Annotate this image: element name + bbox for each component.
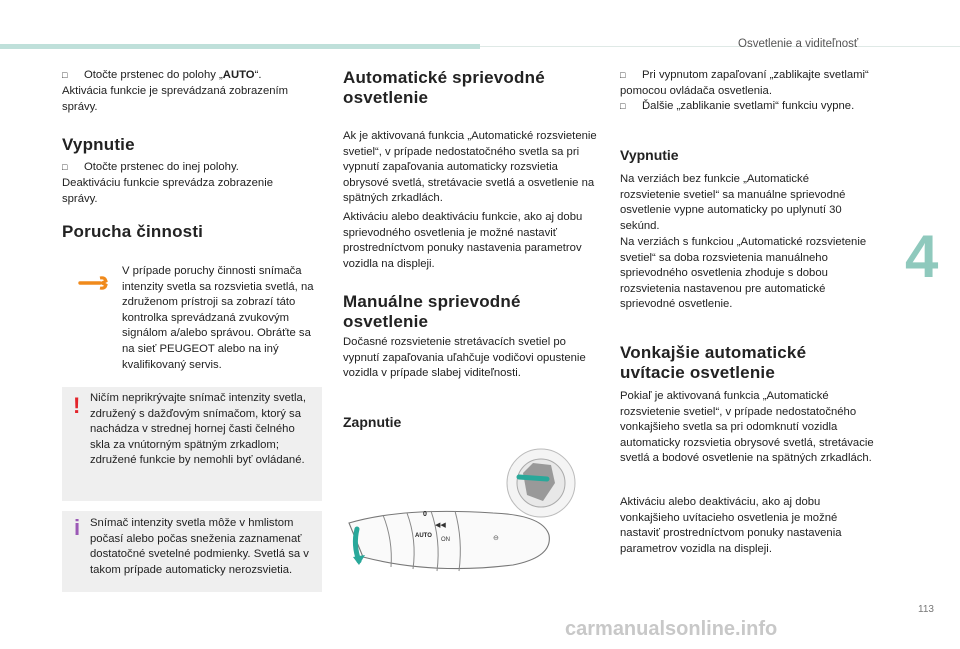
header-rule xyxy=(480,46,960,47)
vypnutie-heading: Vypnutie xyxy=(62,135,135,154)
auto-text-1: Ak je aktivovaná funkcia „Automatické rozsvietenie svetiel“, v prípade nedostatočného svetla sa pri vypnutí zapaľovania automaticky rozsvietia obrysové svetlá, stretávacie svetlá a osvetlenie na spätných zrkadlách. xyxy=(343,130,597,205)
chapter-number: 4 xyxy=(905,223,939,290)
stalk-drawing xyxy=(343,445,598,595)
warning-icon: ! xyxy=(73,393,81,418)
manual-heading: Manuálne sprievodné osvetlenie xyxy=(343,292,521,331)
svg-text:◀◀: ◀◀ xyxy=(435,522,446,529)
bullet-icon: □ xyxy=(620,101,626,111)
svg-text:⊖: ⊖ xyxy=(493,535,499,542)
zapnutie-heading: Zapnutie xyxy=(343,414,402,430)
info-box xyxy=(62,511,322,592)
info-icon: i xyxy=(74,515,81,540)
intro-text: Aktivácia funkcie je sprevádzaná zobrazením správy. xyxy=(62,85,289,113)
porucha-heading: Porucha činnosti xyxy=(62,222,204,241)
watermark: carmanualsonline.info xyxy=(565,618,778,640)
bullet-icon: □ xyxy=(62,70,68,80)
col3-vypnutie-text-1: Na verziách bez funkcie „Automatické rozsvietenie svetiel“ sa manuálne sprievodné osvetlenie vypne automaticky po uplynutí 30 sekúnd. xyxy=(620,173,846,232)
header-accent-bar xyxy=(0,44,480,49)
intro-bullet: □ Otočte prstenec do polohy „AUTO“. xyxy=(62,68,317,84)
bullet-icon: □ xyxy=(620,70,626,80)
svg-text:ON: ON xyxy=(441,537,450,543)
manual-text: Dočasné rozsvietenie stretávacích svetiel po vypnutí zapaľovania uľahčuje vodičovi opustenie vozidla v prípade slabej viditeľnosti. xyxy=(343,336,586,380)
warning-text: Ničím neprikrývajte snímač intenzity svetla, združený s dažďovým snímačom, ktorý sa nachádza v strednej hornej časti čelného skla za vnútorným spätným zrkadlom; združené funkcie by nemohli byť ovládané. xyxy=(90,392,306,467)
col3-bullet-1: □ Pri vypnutom zapaľovaní „zablikajte svetlami“ pomocou ovládača osvetlenia. xyxy=(620,69,869,97)
auto-heading: Automatické sprievodné osvetlenie xyxy=(343,68,545,107)
stalk-illustration xyxy=(343,445,598,595)
bullet-icon: □ xyxy=(62,162,68,172)
wrench-icon xyxy=(78,276,108,290)
col3-vypnutie-heading: Vypnutie xyxy=(620,147,679,163)
uvitanie-text-1: Pokiaľ je aktivovaná funkcia „Automatické rozsvietenie svetiel“, v prípade nedostatočného vonkajšieho svetla sa pri odomknutí vozidla automaticky rozsvietia obrysové svetlá, stretávacie svetlá a bodové osvetlenie na spätných zrkadlách. xyxy=(620,390,874,465)
stalk-label-auto: AUTO xyxy=(415,533,432,539)
vypnutie-bullet: □ Otočte prstenec do inej polohy. xyxy=(62,160,317,176)
auto-text-2: Aktiváciu alebo deaktiváciu funkcie, ako aj dobu sprievodného osvetlenia je možné nastaviť prostredníctvom ponuky nastavenia parametrov vozidla na displeji. xyxy=(343,211,583,270)
vypnutie-text: Deaktiváciu funkcie sprevádza zobrazenie správy. xyxy=(62,177,273,205)
page-number: 113 xyxy=(918,604,934,615)
stalk-label-0: 0 xyxy=(423,511,427,518)
porucha-text: V prípade poruchy činnosti snímača intenzity svetla sa rozsvietia svetlá, na združenom prístroji sa zobrazí táto kontrolka sprevádzaná zvukovým signálom a/alebo správou. Obráťte sa na sieť PEUGEOT alebo na iný kvalifikovaný servis. xyxy=(122,265,314,371)
col3-bullet-2: □ Ďalšie „zablikanie svetlami“ funkciu vypne. xyxy=(620,99,870,115)
info-text: Snímač intenzity svetla môže v hmlistom počasí alebo počas sneženia zaznamenať dostatočné svetelné podmienky. Svetlá sa v takom prípade automaticky nerozsvietia. xyxy=(90,517,309,576)
uvitanie-heading: Vonkajšie automatické uvítacie osvetlenie xyxy=(620,343,807,382)
col3-vypnutie-text-2: Na verziách s funkciou „Automatické rozsvietenie svetiel“ sa doba rozsvietenia manuálneho sprievodného osvetlenia zhoduje s dobou rozsvietenia nastavenou pre automatické sprievodné osvetlenie. xyxy=(620,236,867,311)
uvitanie-text-2: Aktiváciu alebo deaktiváciu, ako aj dobu vonkajšieho uvítacieho osvetlenia je možné nastaviť prostredníctvom ponuky nastavenia parametrov vozidla na displeji. xyxy=(620,496,842,555)
section-title: Osvetlenie a viditeľnosť xyxy=(738,38,859,50)
warning-box xyxy=(62,387,322,501)
